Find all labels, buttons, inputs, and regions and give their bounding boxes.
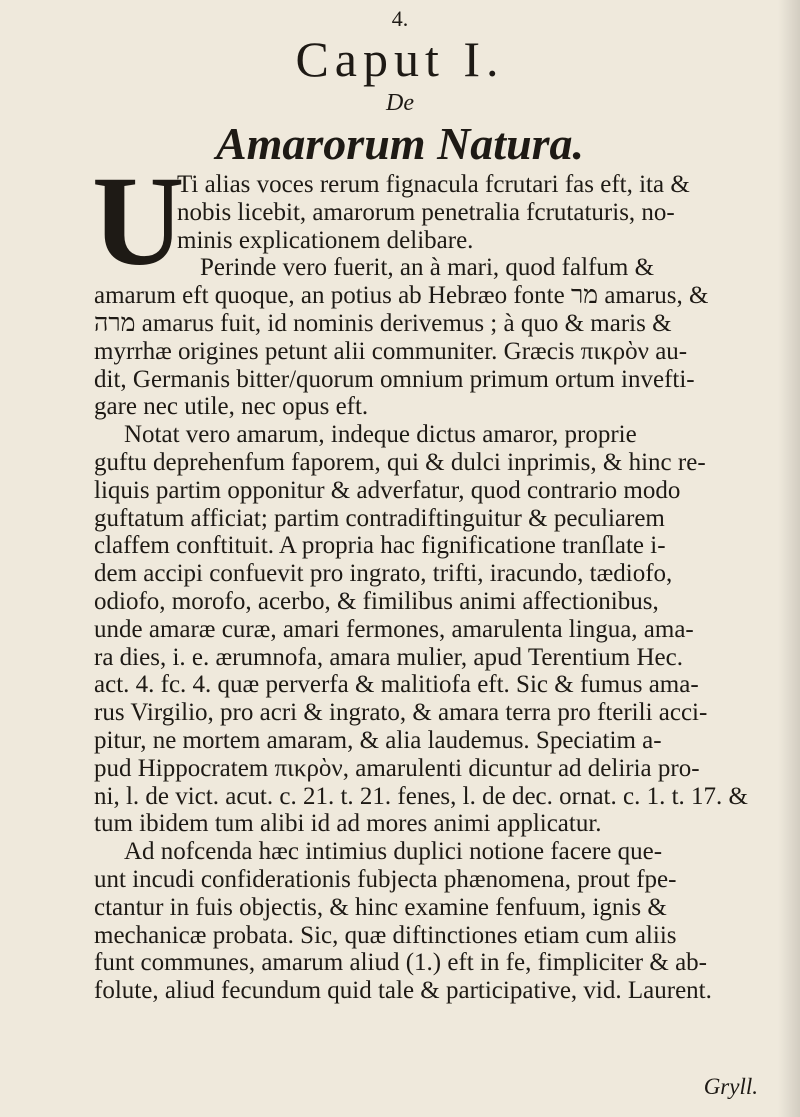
text-line: Notat vero amarum, indeque dictus amaror, proprie [124,421,637,449]
text-line: myrrhæ origines petunt alii communiter. Græcis πικρὸν au- [94,337,688,365]
text-line: unde amaræ curæ, amari fermones, amarulenta lingua, ama- [94,615,694,643]
text-line: minis explicationem delibare. [177,226,474,254]
text-line: pitur, ne mortem amaram, & alia laudemus. Speciatim a- [94,726,662,754]
chapter-heading: Caput I. [295,31,505,87]
text-line: amarum eft quoque, an potius ab Hebræo fonte מר amarus, & [94,282,709,310]
text-line: Perinde vero fuerit, an à mari, quod falfum & [200,254,655,282]
text-line: dem accipi confuevit pro ingrato, trifti, iracundo, tædiofo, [94,560,673,588]
text-line: dit, Germanis bitter/quorum omnium primum ortum invefti- [94,365,695,393]
text-line: rus Virgilio, pro acri & ingrato, & amara terra pro fterili acci- [94,699,708,727]
text-line: mechanicæ probata. Sic, quæ diftinctiones etiam cum aliis [94,921,677,949]
text-line: liquis partim opponitur & adverfatur, quod contrario modo [94,476,681,504]
text-line: Ti alias voces rerum fignacula fcrutari fas eft, ita & [177,171,690,198]
text-line: funt communes, amarum aliud (1.) eft in fe, fimpliciter & ab- [94,949,708,977]
binding-shadow [778,0,800,1117]
text-line: gare nec utile, nec opus eft. [94,393,369,421]
text-line: guftatum afficiat; partim contradiftinguitur & peculiarem [94,504,665,532]
text-line: guftu deprehenfum faporem, qui & dulci inprimis, & hinc re- [94,448,706,476]
heading-preposition: De [386,90,414,116]
drop-cap-letter: U [92,150,185,292]
text-line: pud Hippocratem πικρὸν, amarulenti dicuntur ad deliria pro- [94,754,700,782]
catchword: Gryll. [703,1074,758,1099]
text-line: act. 4. fc. 4. quæ perverfa & malitiofa eft. Sic & fumus ama- [94,671,699,699]
page-number: 4. [391,6,409,31]
section-title: Amarorum Natura. [215,118,585,169]
text-line: odiofo, morofo, acerbo, & fimilibus animi affectionibus, [94,587,659,615]
text-line: tum ibidem tum alibi id ad mores animi applicatur. [94,810,602,838]
text-line: Ad nofcenda hæc intimius duplici notione facere que- [124,838,663,866]
text-line: מרה amarus fuit, id nominis derivemus ; à quo & maris & [94,309,672,337]
text-line: folute, aliud fecundum quid tale & participative, vid. Laurent. [94,977,712,1005]
text-line: ra dies, i. e. ærumnofa, amara mulier, apud Terentium Hec. [94,643,683,671]
text-line: claffem conftituit. A propria hac fignificatione tranſlate i- [94,532,666,560]
text-line: nobis licebit, amarorum penetralia fcrutaturis, no- [177,198,675,226]
text-line: ctantur in fuis objectis, & hinc examine fenfuum, ignis & [94,893,667,921]
text-line: ni, l. de vict. acut. c. 21. t. 21. fenes, l. de dec. ornat. c. 1. t. 17. & [94,782,748,810]
text-line: unt incudi confiderationis fubjecta phænomena, prout fpe- [94,865,677,893]
body-text [94,171,784,1005]
